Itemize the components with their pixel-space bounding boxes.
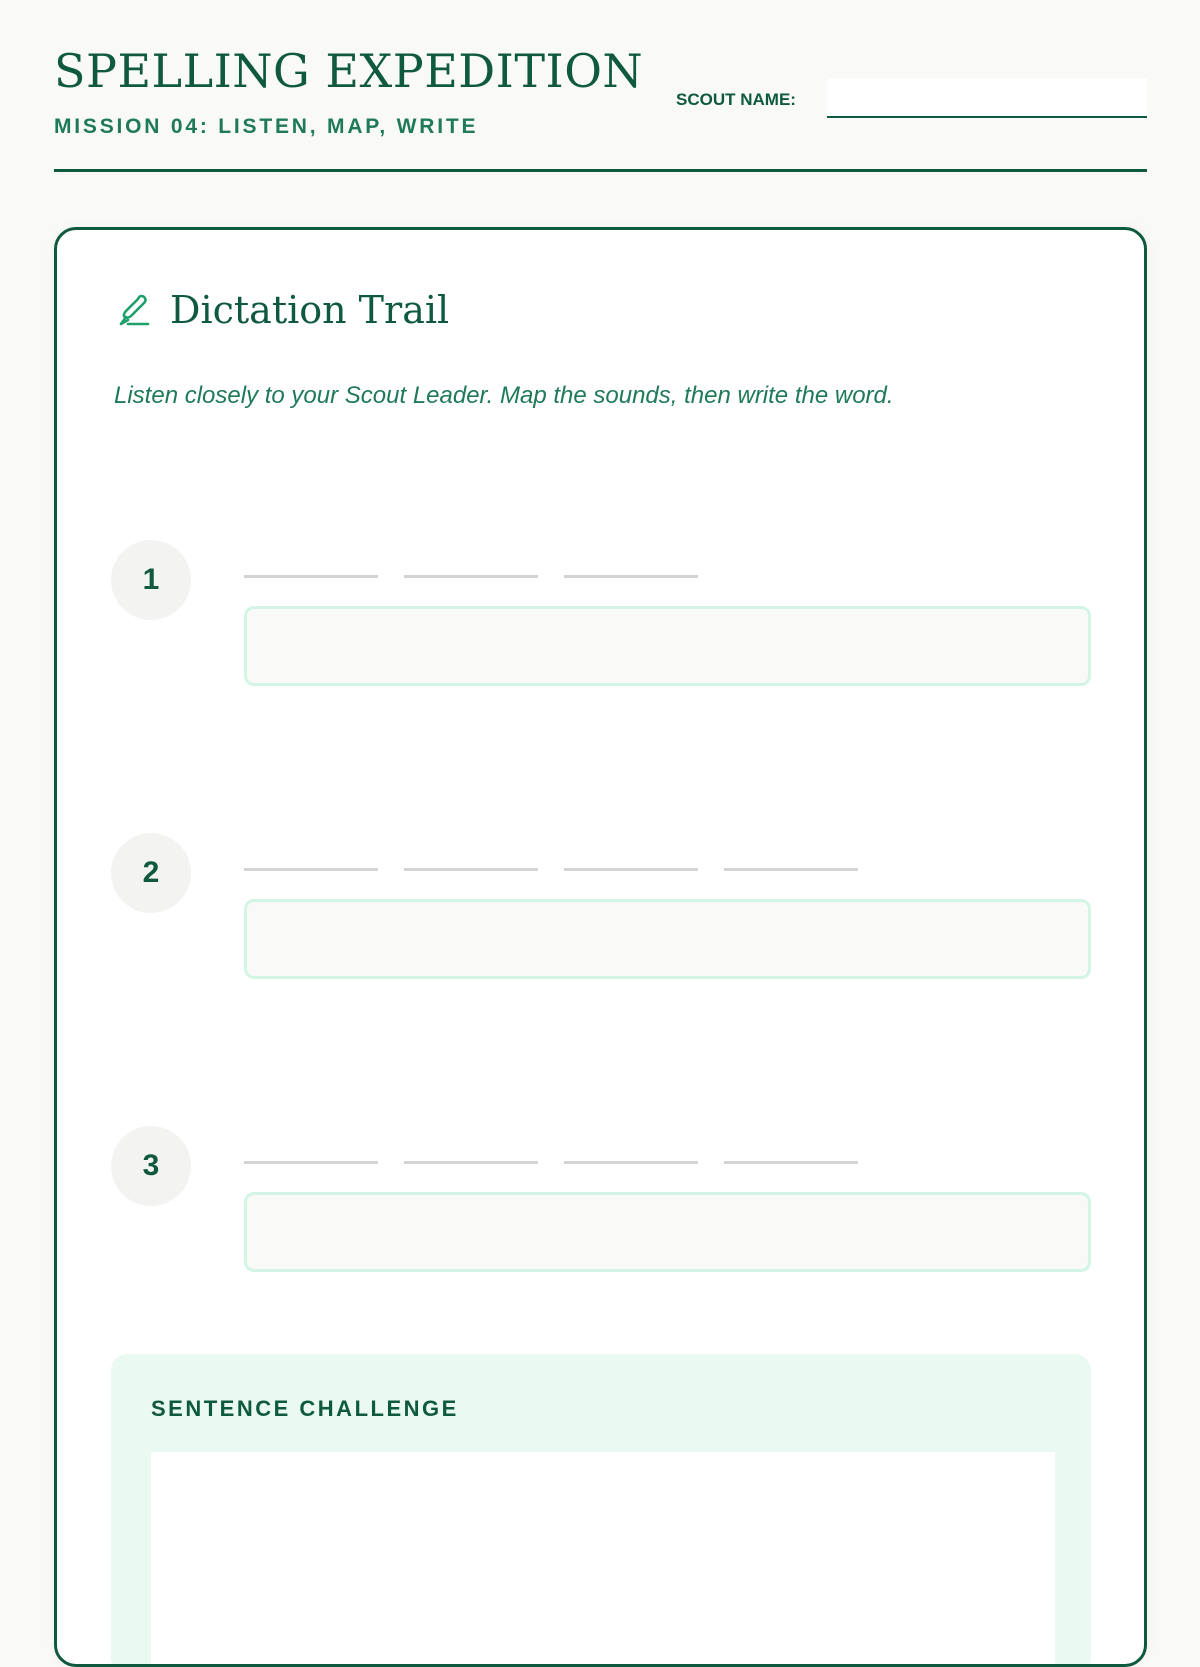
scout-name-field[interactable] bbox=[827, 78, 1147, 118]
sound-blank[interactable] bbox=[244, 575, 378, 578]
item-number-badge: 1 bbox=[111, 540, 191, 620]
sound-map-lines bbox=[244, 575, 724, 578]
sentence-challenge-title: SENTENCE CHALLENGE bbox=[151, 1396, 459, 1421]
pen-icon bbox=[114, 290, 154, 330]
section-header bbox=[114, 290, 449, 330]
section-title: Dictation Trail bbox=[170, 288, 450, 332]
sound-blank[interactable] bbox=[564, 1161, 698, 1164]
sound-blank[interactable] bbox=[564, 868, 698, 871]
page-subtitle: MISSION 04: LISTEN, MAP, WRITE bbox=[54, 115, 479, 138]
instructions-text: Listen closely to your Scout Leader. Map the sounds, then write the word. bbox=[114, 382, 894, 409]
dictation-card bbox=[54, 227, 1147, 1667]
word-answer-field[interactable] bbox=[244, 1192, 1091, 1272]
sound-blank[interactable] bbox=[724, 1161, 858, 1164]
scout-name-label: SCOUT NAME: bbox=[676, 90, 796, 109]
item-number-badge: 2 bbox=[111, 833, 191, 913]
word-answer-field[interactable] bbox=[244, 606, 1091, 686]
sound-blank[interactable] bbox=[404, 1161, 538, 1164]
worksheet-header bbox=[54, 0, 1147, 172]
word-answer-field[interactable] bbox=[244, 899, 1091, 979]
sound-blank[interactable] bbox=[724, 868, 858, 871]
dictation-item bbox=[111, 1126, 1091, 1276]
sound-blank[interactable] bbox=[404, 868, 538, 871]
dictation-item bbox=[111, 833, 1091, 983]
sound-blank[interactable] bbox=[244, 868, 378, 871]
item-number-badge: 3 bbox=[111, 1126, 191, 1206]
sound-blank[interactable] bbox=[564, 575, 698, 578]
sentence-challenge bbox=[111, 1354, 1091, 1667]
dictation-item bbox=[111, 540, 1091, 690]
sentence-challenge-field[interactable] bbox=[151, 1452, 1055, 1667]
sound-map-lines bbox=[244, 1161, 884, 1164]
sound-blank[interactable] bbox=[244, 1161, 378, 1164]
sound-map-lines bbox=[244, 868, 884, 871]
sound-blank[interactable] bbox=[404, 575, 538, 578]
page-title: SPELLING EXPEDITION bbox=[54, 44, 644, 98]
worksheet-page bbox=[54, 0, 1147, 1421]
